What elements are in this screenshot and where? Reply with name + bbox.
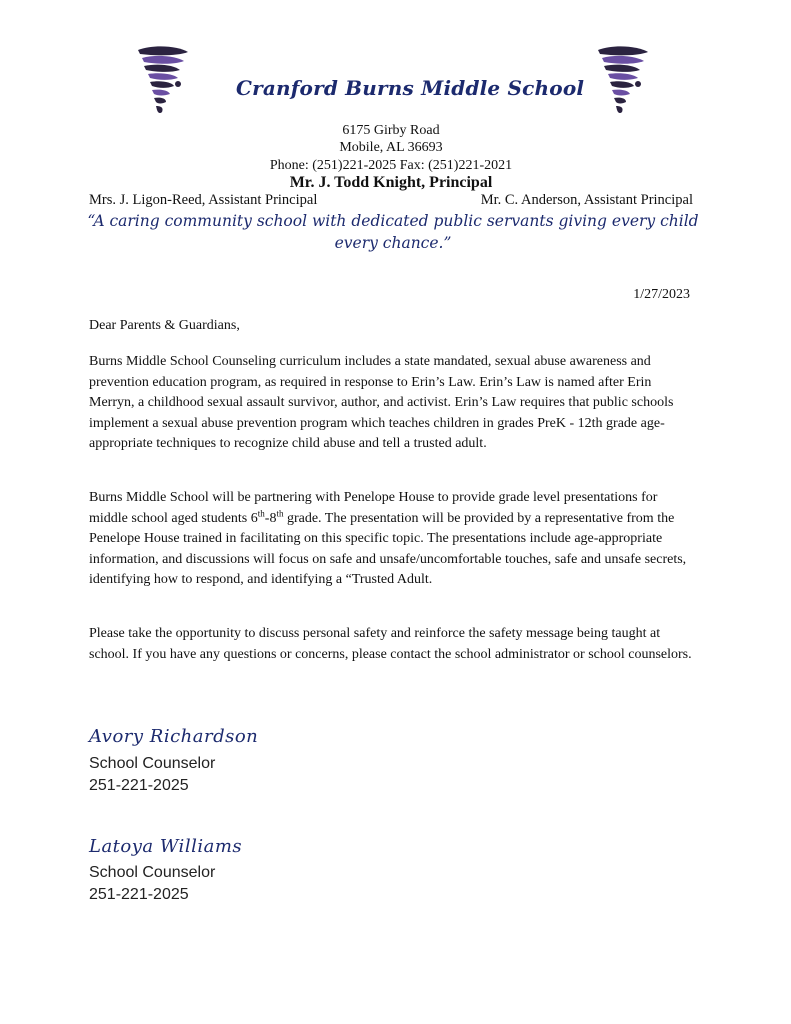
counselor-phone: 251-221-2025 — [89, 886, 189, 903]
counselor-block — [89, 862, 215, 906]
ordinal-suffix: th — [276, 507, 284, 518]
ordinal-suffix: th — [257, 507, 265, 518]
counselor-title: School Counselor — [89, 755, 216, 772]
tornado-mascot-icon — [134, 44, 190, 116]
address-line-1: 6175 Girby Road — [342, 123, 440, 138]
paragraph-penelope-house — [89, 488, 693, 591]
principal-name: Mr. J. Todd Knight, Principal — [289, 174, 493, 191]
signature: Latoya Williams — [89, 836, 243, 857]
signature: Avory Richardson — [89, 726, 259, 747]
counselor-title: School Counselor — [89, 864, 216, 881]
counselor-block — [89, 753, 215, 797]
phone-fax: Phone: (251)221-2025 Fax: (251)221-2021 — [269, 158, 513, 173]
address-line-2: Mobile, AL 36693 — [339, 140, 443, 155]
paragraph-text: -8 — [264, 510, 277, 526]
school-motto: “A caring community school with dedicated public servants giving every child every chance.” — [87, 212, 699, 252]
counselor-phone: 251-221-2025 — [89, 777, 189, 794]
salutation: Dear Parents & Guardians, — [89, 318, 240, 333]
paragraph-text: Burns Middle School will be partnering with Penelope House to provide grade level presentations for middle school aged students 6 — [89, 490, 658, 526]
paragraph-personal-safety: Please take the opportunity to discuss personal safety and reinforce the safety message being taught at school. If you have any questions or concerns, please contact the school administrator or school counselors. — [89, 626, 692, 662]
paragraph-erins-law: Burns Middle School Counseling curriculum includes a state mandated, sexual abuse awareness and prevention education program, as required in response to Erin’s Law. Erin’s Law is named after Erin Merryn, a childhood sexual assault survivor, author, and activist. Erin’s Law requires that public schools implement a sexual abuse prevention program which teaches children in grades PreK - 12th grade age- appropriate techniques to recognize child abuse and tell a trusted adult. — [89, 354, 674, 451]
assistant-principals — [89, 192, 693, 209]
letter-date: 1/27/2023 — [633, 287, 690, 302]
school-name: Cranford Burns Middle School — [236, 76, 585, 100]
assistant-principal-left: Mrs. J. Ligon-Reed, Assistant Principal — [89, 192, 318, 208]
assistant-principal-right: Mr. C. Anderson, Assistant Principal — [480, 192, 693, 208]
tornado-mascot-icon — [594, 44, 650, 116]
paragraph-text: grade. The presentation will be provided by a representative from the Penelope House trained in facilitating on this specific topic. The presentations include age-appropriate information, and discussions will focus on safe and unsafe/uncomfortable touches, safe and unsafe secrets, identifying how to respond, and identifying a “Trusted Adult. — [89, 510, 687, 587]
